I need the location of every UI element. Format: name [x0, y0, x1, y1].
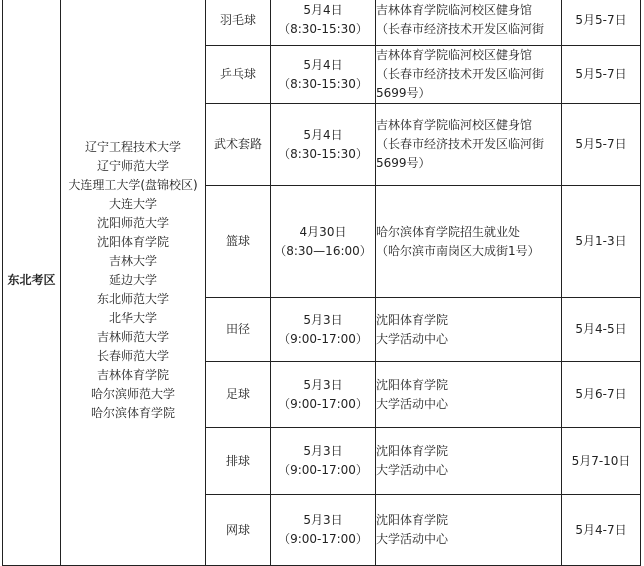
signup-date: 5月3日 [303, 312, 343, 327]
sport-cell: 篮球 [206, 186, 271, 298]
venue-line: 大学活动中心 [376, 463, 449, 477]
sport-cell: 网球 [206, 495, 271, 566]
signup-date: 5月4日 [303, 57, 343, 72]
signup-time-cell [271, 186, 376, 298]
region-cell: 东北考区 [3, 0, 61, 566]
signup-date: 4月30日 [299, 224, 347, 239]
venue-line: 吉林体育学院临河校区健身馆 [376, 3, 533, 17]
exam-dates-cell: 5月7-10日 [562, 428, 641, 495]
school-name: 沈阳体育学院 [96, 234, 169, 249]
venue-cell [376, 362, 562, 428]
sport-cell: 足球 [206, 362, 271, 428]
signup-time-cell [271, 0, 376, 46]
school-name: 大连大学 [108, 196, 157, 211]
signup-date: 5月3日 [303, 444, 343, 458]
signup-hours: （9:00-17:00） [278, 396, 368, 411]
sport-cell: 羽毛球 [206, 0, 271, 46]
signup-hours: （8:30—16:00） [274, 243, 372, 258]
school-name: 哈尔滨师范大学 [90, 386, 175, 401]
venue-line: （长春市经济技术开发区临河街 [376, 67, 545, 81]
signup-time-cell [271, 104, 376, 186]
signup-hours: （8:30-15:30） [278, 76, 368, 91]
venue-cell [376, 495, 562, 566]
school-name: 长春师范大学 [96, 348, 169, 363]
venue-cell [376, 428, 562, 495]
school-name: 沈阳师范大学 [96, 215, 169, 230]
school-name: 辽宁师范大学 [96, 158, 169, 173]
venue-cell [376, 186, 562, 298]
signup-hours: （8:30-15:30） [278, 146, 368, 161]
signup-time-cell [271, 362, 376, 428]
venue-cell [376, 46, 562, 104]
venue-line: （长春市经济技术开发区临河街 [376, 22, 545, 36]
venue-line: 5699号） [376, 86, 431, 100]
venue-line: 沈阳体育学院 [376, 377, 449, 392]
signup-date: 5月4日 [303, 3, 343, 17]
signup-hours: （8:30-15:30） [278, 22, 368, 36]
venue-line: （长春市经济技术开发区临河街 [376, 137, 545, 151]
sport-cell: 武术套路 [206, 104, 271, 186]
venue-cell [376, 104, 562, 186]
school-name: 吉林大学 [108, 253, 157, 268]
school-name: 东北师范大学 [96, 291, 169, 306]
school-name: 哈尔滨体育学院 [90, 405, 175, 420]
venue-line: 大学活动中心 [376, 396, 449, 411]
school-name: 吉林师范大学 [96, 329, 169, 344]
table-row [3, 0, 641, 46]
venue-line: 大学活动中心 [376, 331, 449, 346]
signup-hours: （9:00-17:00） [278, 331, 368, 346]
exam-dates-cell: 5月5-7日 [562, 104, 641, 186]
venue-line: 哈尔滨体育学院招生就业处 [376, 224, 521, 239]
exam-dates-cell: 5月5-7日 [562, 0, 641, 46]
school-name: 吉林体育学院 [96, 367, 169, 382]
venue-line: （哈尔滨市南岗区大成街1号） [376, 243, 540, 258]
venue-line: 沈阳体育学院 [376, 444, 449, 458]
signup-time-cell [271, 428, 376, 495]
exam-dates-cell: 5月4-7日 [562, 495, 641, 566]
venue-line: 吉林体育学院临河校区健身馆 [376, 48, 533, 62]
signup-date: 5月4日 [303, 127, 343, 142]
signup-date: 5月3日 [303, 513, 343, 527]
venue-line: 沈阳体育学院 [376, 513, 449, 527]
signup-time-cell [271, 495, 376, 566]
signup-date: 5月3日 [303, 377, 343, 392]
signup-time-cell [271, 298, 376, 362]
venue-cell [376, 0, 562, 46]
exam-schedule-table [2, 0, 641, 566]
venue-line: 沈阳体育学院 [376, 312, 449, 327]
school-name: 延边大学 [108, 272, 157, 287]
signup-hours: （9:00-17:00） [278, 463, 368, 477]
venue-line: 大学活动中心 [376, 532, 449, 546]
exam-dates-cell: 5月1-3日 [562, 186, 641, 298]
exam-dates-cell: 5月4-5日 [562, 298, 641, 362]
school-name: 北华大学 [108, 310, 157, 325]
venue-line: 5699号） [376, 156, 431, 170]
school-name: 辽宁工程技术大学 [84, 139, 181, 154]
exam-dates-cell: 5月6-7日 [562, 362, 641, 428]
exam-dates-cell: 5月5-7日 [562, 46, 641, 104]
school-list [61, 0, 206, 566]
signup-time-cell [271, 46, 376, 104]
venue-cell [376, 298, 562, 362]
sport-cell: 乒乓球 [206, 46, 271, 104]
venue-line: 吉林体育学院临河校区健身馆 [376, 118, 533, 132]
sport-cell: 排球 [206, 428, 271, 495]
school-name: 大连理工大学(盘锦校区) [68, 177, 198, 192]
sport-cell: 田径 [206, 298, 271, 362]
signup-hours: （9:00-17:00） [278, 532, 368, 546]
